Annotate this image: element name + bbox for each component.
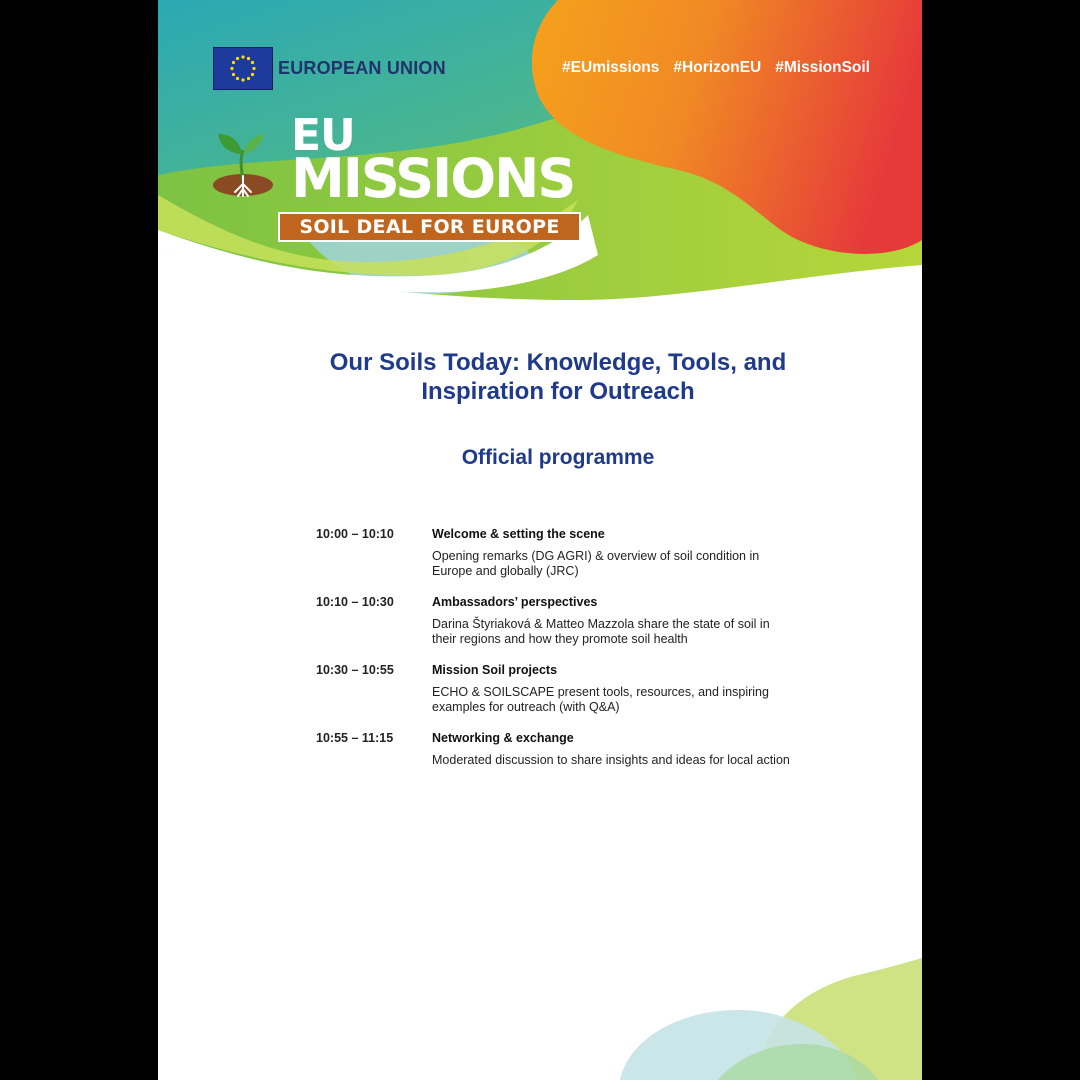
- agenda-description-line: examples for outreach (with Q&A): [432, 700, 620, 714]
- eu-label: EUROPEAN UNION: [278, 58, 446, 78]
- hashtag-eumissions: #EUmissions: [562, 59, 660, 76]
- agenda-description: [432, 685, 816, 715]
- hashtag-missionsoil: #MissionSoil: [775, 59, 870, 76]
- agenda-item: [316, 595, 816, 647]
- agenda-description-line: ECHO & SOILSCAPE present tools, resources, and inspiring: [432, 685, 769, 699]
- agenda-heading: Networking & exchange: [432, 731, 574, 745]
- hashtag-list: [562, 59, 870, 77]
- agenda-description-line: Europe and globally (JRC): [432, 564, 579, 578]
- agenda-description: [432, 549, 816, 579]
- agenda-description-line: Darina Štyriaková & Matteo Mazzola share the state of soil in: [432, 617, 770, 631]
- eu-flag-icon: [213, 47, 273, 90]
- document-title-line-2: Inspiration for Outreach: [421, 378, 695, 405]
- agenda-description: [432, 617, 816, 647]
- logo-soil-deal-text: SOIL DEAL FOR EUROPE: [299, 216, 560, 238]
- agenda-time: 10:10 – 10:30: [316, 595, 394, 609]
- agenda-heading: Mission Soil projects: [432, 663, 558, 677]
- plant-sprout-icon: [210, 128, 276, 200]
- hashtag-horizoneu: #HorizonEU: [673, 59, 762, 76]
- agenda-time: 10:30 – 10:55: [316, 663, 394, 677]
- agenda-heading: Welcome & setting the scene: [432, 527, 605, 541]
- agenda-list: [316, 527, 816, 784]
- agenda-description-line: their regions and how they promote soil health: [432, 632, 688, 646]
- programme-page: [158, 0, 922, 1080]
- document-subtitle: Official programme: [461, 446, 655, 469]
- agenda-item: [316, 663, 816, 715]
- agenda-time: 10:00 – 10:10: [316, 527, 394, 541]
- agenda-description: [432, 753, 816, 768]
- logo-soil-deal-band: [278, 212, 581, 242]
- document-title-line-1: Our Soils Today: Knowledge, Tools, and: [329, 349, 787, 376]
- document-title: [158, 348, 922, 406]
- agenda-description-line: Opening remarks (DG AGRI) & overview of soil condition in: [432, 549, 760, 563]
- agenda-heading: Ambassadors’ perspectives: [432, 595, 598, 609]
- logo-missions-text: MISSIONS: [291, 147, 575, 210]
- agenda-item: [316, 731, 816, 768]
- agenda-time: 10:55 – 11:15: [316, 731, 394, 745]
- agenda-item: [316, 527, 816, 579]
- agenda-description-line: Moderated discussion to share insights and ideas for local action: [432, 753, 790, 767]
- logo-eu-text: EU: [291, 110, 355, 161]
